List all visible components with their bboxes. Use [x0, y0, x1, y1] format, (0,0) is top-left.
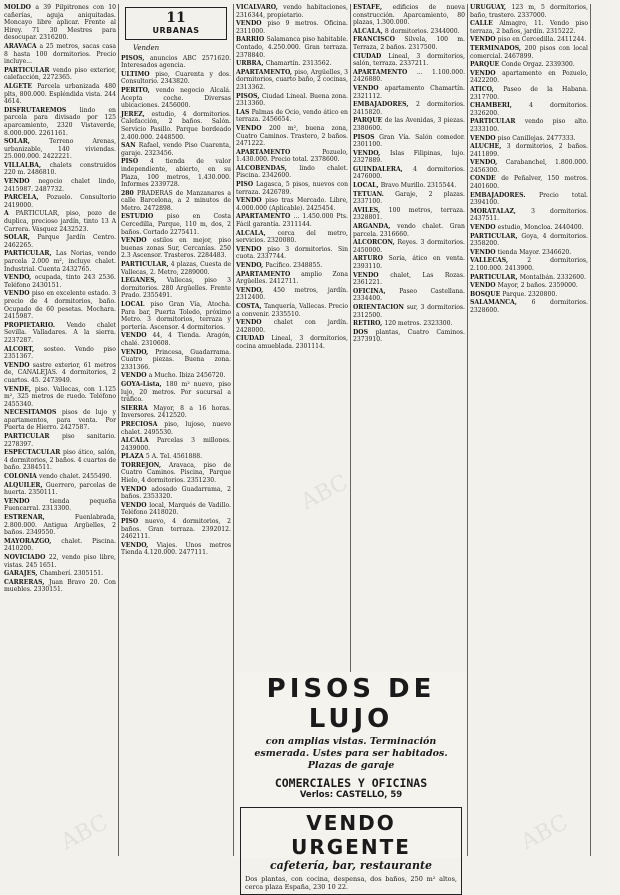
classified-listing: PISO nuevo, 4 dormitorios, 2 baños. Gran terraza. 2392012. 2462111. — [121, 518, 231, 541]
classified-listing: RETIRO, 120 metros. 2323300. — [353, 320, 453, 328]
classified-listing: VENDO adosado Guadarrama, 2 baños. 2353320. — [121, 485, 231, 501]
classified-listing: ALCALA, 8 dormitorios. 2344000. — [353, 27, 460, 35]
classified-listing: ALUCHE, 3 dormitorios, 2 baños. 2411899. — [470, 143, 588, 158]
classified-listing: VENDO piso 9 metros. Oficina. 2311000. — [236, 20, 348, 35]
classified-listing: CARRERAS, Juan Bravo 20. Con muebles. 2330151. — [4, 578, 116, 594]
classified-listing: ESPECTACULAR piso ático, salón, 4 dormitorios, 2 baños. 4 cuartos de baño. 2384511. — [4, 449, 117, 472]
classified-listing: VICALVARO, vendo habitaciones, 2316344, propietario. — [236, 4, 348, 19]
classified-listing: APARTAMENTO amplio Zona Argüelles. 2412711. — [236, 270, 348, 286]
classified-listing: URBRA, Chamartín. 2313562. — [236, 60, 332, 68]
classified-listing: VENDO, Islas Filipinas, lujo. 2327889. — [353, 149, 465, 165]
ad-urgent-body: Dos plantas, con cocina, despensa, dos baños, 250 m² altos, cerca plaza España, 230 10 22. — [245, 875, 457, 891]
classified-listing: ARGANDA, vendo chalet. Gran parcela. 2316660. — [353, 223, 465, 238]
classified-listing: ARAVACA a 25 metros, sacas casa 8 hasta 100 dormitorios. Precio incluye... — [4, 42, 117, 66]
classified-listing: VENDO, Pacífico. 2348855. — [236, 262, 323, 269]
classified-listing: OFICINA, Paseo Castellana. 2334400. — [353, 287, 465, 303]
classified-listing: ALGETE Parcela urbanizada 480 plts, 800.000. Espléndida vista. 244 4614. — [4, 82, 116, 106]
classified-listing: CHAMBERI, 4 dormitorios. 2326200. — [470, 102, 588, 117]
classified-listing: GUINDALERA, 4 dormitorios. 2476000. — [353, 165, 465, 181]
column-1 — [4, 4, 116, 856]
classified-listing: CONDE de Peñalver, 150 metros. 2401600. — [470, 175, 588, 191]
classified-listing: ORIENTACION sur, 3 dormitorios. 2312500. — [353, 303, 465, 319]
classified-listing: VENDO Mayor, 2 baños. 2359000. — [470, 282, 578, 290]
classified-listing: ULTIMO piso, Cuarenta y dos. Consultorio. 2343820. — [121, 70, 232, 86]
classified-listing: CIUDAD Lineal, 3 dormitorios, salón, terraza. 2337211. — [353, 52, 465, 68]
classified-listing: PARQUE Conde Orgaz. 2339300. — [470, 61, 575, 69]
classified-listing: NECESITAMOS pisos de lujo y apartamentos, para venta. Por Puerta de Hierro. 2427587. — [4, 409, 116, 432]
classified-listing: LOCAL, Bravo Murillo. 2315544. — [353, 182, 457, 190]
classified-listing: PARTICULAR, Goya, 4 dormitorios. 2358200. — [470, 232, 588, 248]
classified-listing: VENDO estilos en mejor, piso buenas zonas Sur, Cercanías. 250 2.3 Ascensor. Trasteros. 2284483. — [121, 237, 231, 260]
classified-listing: MAYORAZGO, chalet. Piscina. 2410200. — [4, 537, 116, 553]
column-2 — [121, 4, 231, 856]
classified-listing: VENDO piso Canillejas. 2477333. — [470, 134, 576, 142]
classified-listing: PARTICULAR, Montalbán. 2332600. — [470, 273, 586, 281]
classified-listing: PLAZA 5 A. Tel. 4561888. — [121, 453, 203, 461]
classified-listing: SAN Rafael, vendo Piso Cuarenta, garaje. 2323456. — [121, 142, 232, 157]
classified-listing: ALCALA, cerca del metro, servicios. 2320080. — [236, 229, 348, 245]
classified-listing: PISO 4 tienda de valor independiente, abierto, en su Plaza, 100 metros, 1.430.000. Informes 2339728. — [121, 158, 232, 189]
classified-listing: VENDO local, Marqués de Vadillo. Teléfono 2418020. — [121, 501, 231, 517]
classified-listing: VALLECAS, 2 dormitorios, 2.100.000. 2413900. — [470, 257, 588, 272]
classified-listing: PERITO, vendo negocio Alcalá. Acepta coche. Diversas ubicaciones. 2456000. — [121, 86, 231, 110]
classified-listing: PISO Lagasca, 5 pisos, nuevos con terraza. 2426789. — [236, 181, 349, 196]
classified-listing: COSTA, Tanquería, Vallecas. Precio a convenir. 2335510. — [236, 302, 349, 318]
watermark: ABC — [297, 469, 353, 516]
classified-listing: LOCAL piso Gran Vía, Atocha. Para bar, Puerta Toledo, próximo Metro. 3 dormitorios, terraza y portería. Ascensor. 4 dormitorios. — [121, 301, 231, 331]
classified-listing: ALQUILER, Guerrero, parcelas de huerta. 2350111. — [4, 481, 116, 497]
classified-listing: NOVICIADO 22, vendo piso libre, vistas. 245 1651. — [4, 553, 116, 569]
classified-listing: VENDE, piso. Vallecas, con 1.125 m², 325 metros de ruedo. Teléfono 2455340. — [4, 385, 117, 408]
classified-listing: SIERRA Mayor, 8 a 16 horas. Inversores. 2412520. — [121, 404, 231, 420]
classified-listing: ATICO, Paseo de la Habana. 2317700. — [470, 85, 588, 101]
classified-listing: BARRIO Salamanca piso habitable. Contado, 4.250.000. Gran terraza. 2378840. — [236, 36, 348, 59]
classified-listing: VENDO chalet con jardín. 2428000. — [236, 319, 348, 334]
ad-commercial: COMERCIALES Y OFICINAS — [274, 776, 428, 790]
classified-listing: ALCALA Parcelas 3 millones. 2439000. — [121, 437, 231, 452]
column-5 — [470, 4, 588, 856]
classified-listing: VENDO, Princesa, Guadarrama. Cuatro piezas. Buena zona. 2331366. — [121, 348, 232, 371]
classified-listing: VENDO, 450 metros, jardín. 2312400. — [236, 286, 348, 302]
classified-listing: MOLDO a 39 Pilpitrones con 10 cañerías, aguja aniquitadas. Moncayo libre aplicar. Frente al Hirey. 71 30 Mestres para desocupar. 2316200. — [4, 4, 116, 42]
classified-listing: APARTAMENTO, piso, Argüelles, 3 dormitorios, cuarto baño, 2 cocinas, 2313362. — [236, 68, 348, 91]
ad-urgent-title: VENDO URGENTE — [291, 811, 411, 859]
classified-listing: PARCELA, Pozuelo. Consultorio 2419000. — [4, 194, 116, 209]
classified-listing: COLONIA vendo chalet. 2455490. — [4, 473, 112, 481]
classified-listing: APARTAMENTO ... 1.450.000 Pts. Fácil garantía. 2311144. — [236, 213, 348, 229]
classified-listing: GARAJES, Chamberí. 2305151. — [4, 570, 104, 578]
classified-listing: SOLAR, Terreno Arenas, urbanizable, 140 viviendas. 25.000.000. 2422221. — [4, 138, 117, 161]
classified-listing: PISOS, anuncios ABC 2571620. Interesados agencia. — [121, 54, 232, 70]
display-ad — [236, 672, 466, 891]
classified-listing: PARTICULAR piso sanitario. 2278397. — [4, 433, 116, 448]
section-label: URBANAS — [152, 26, 200, 35]
classified-listing: VENDO apartamento en Pozuelo, 2422200. — [470, 69, 588, 85]
ad-subtitle: con amplias vistas. Terminación esmerada. Ustes para ser habitados. Plazas de garaje — [254, 736, 448, 771]
classified-listing: PARTICULAR vendo piso exterior, calefacción, 2272365. — [4, 66, 117, 82]
classified-listing: TERMINADOS, 200 pisos con local comercial. 2467899. — [470, 44, 588, 60]
classified-listing: VENDO piso en excelente estado. 3 precio de 4 dormitorios, baño. Ocupado de 60 pesetas. Mochara. 2415987. — [4, 290, 116, 321]
classified-listing: CALLE Almagro, 11. Vendo piso terraza, 2 baños, jardín. 2315222. — [470, 20, 588, 35]
classified-listing: VENDO 44, 4 Tienda. Aragón, chalé. 2310608. — [121, 332, 231, 347]
classified-listing: VENDO, Carabanchel, 1.800.000. 2456300. — [470, 159, 588, 174]
column-4 — [353, 4, 465, 668]
classified-listing: VENDO a Mucho. Ibiza 2456720. — [121, 372, 226, 380]
classified-listing: 280 PRADERAS de Manzanares a calle Barcelona, a 2 minutos de Metro. 2472898. — [121, 189, 232, 212]
classified-listing: ESTRENAR, Fuenlabrada, 2.800.000. Antigua Argüelles, 2 baños. 2349550. — [4, 514, 116, 537]
classified-listing: VENDO tienda Mayor. 2346620. — [470, 248, 572, 256]
classified-listing: ALCOBENDAS, lindo chalet. Piscina. 2342600. — [236, 164, 348, 180]
ad-address: Verlos: CASTELLO, 59 — [299, 790, 403, 800]
classified-listing: ALCORCON, Reyes. 3 dormitorios. 2450000. — [353, 239, 465, 254]
ad-urgent-box — [240, 807, 462, 895]
classified-listing: SALAMANCA, 6 dormitorios. 2328600. — [470, 299, 588, 314]
classified-listing: PARTICULAR, 4 plazas, Cuesta de Vallecas, 2. Metro, 2289000. — [121, 261, 231, 276]
classified-listing: CIUDAD Lineal, 3 dormitorios, cocina amueblada. 2301114. — [236, 335, 348, 350]
classified-listing: VENDO piso tras Mercado. Libre, 4.000.000 (Aplicable). 2425454. — [236, 197, 348, 212]
classified-listing: VENDO piso 3 dormitorios. Sin cuota. 2337744. — [236, 245, 348, 261]
classified-listing: PARQUE de las Avenidas, 3 piezas. 2380600. — [353, 117, 465, 132]
classified-listing: GOYA-Lista, 180 m² nuevo, piso lujo, 20 metros. Por sucursal a tráfico. — [121, 380, 231, 404]
classified-listing: PISOS, Ciudad Lineal. Buena zona. 2313360. — [236, 92, 348, 108]
classified-listing: VENDO 200 m², buena zona, Cuatro Caminos. Trastero, 2 baños. 2471222. — [236, 124, 348, 148]
classified-listing: APARTAMENTO ... 1.100.000. 2426880. — [353, 68, 466, 84]
classified-listing: TETUAN. Garaje, 2 plazas. 2337100. — [353, 190, 465, 206]
classified-listing: VENDO piso en Cercedilla. 2411244. — [470, 36, 587, 44]
classified-listing: VENDO estudio, Moncloa. 2440400. — [470, 224, 584, 232]
classified-listing: ARTURO Soria, ático en venta. 2393110. — [353, 255, 465, 270]
classified-listing: EMBAJADORES, 2 dormitorios. 2415820. — [353, 101, 465, 116]
classified-listing: VENDO chalet, Las Rozas. 2361221. — [353, 271, 465, 287]
classified-listing: BOSQUE Parque. 2320800. — [470, 290, 558, 298]
classified-listing: FRANCISCO Silvela, 100 m. Terraza, 2 baños. 2317500. — [353, 36, 465, 51]
classified-listing: JEREZ, estudio, 4 dormitorios. Calefacción, 2 baños. Salón. Servicio Pasillo. Parque bordeado 2.400.000. 2448500. — [121, 110, 231, 141]
classified-listing: PROPIETARIO. Vendo chalet Sevilla. Valladares. A la sierra. 2237287. — [4, 321, 116, 344]
classified-listing: LAS Palmas de Ocio, vendo ático en terraza. 2456654. — [236, 108, 348, 124]
classified-listing: VENDO, Viajes. Unos metros Tienda 4.120.000. 2477111. — [121, 541, 231, 557]
classified-listing: URUGUAY, 123 m, 5 dormitorios, baño, trastero. 2337000. — [470, 4, 588, 19]
classified-listing: EMBAJADORES. Precio total. 2394100. — [470, 191, 588, 207]
section-header — [125, 7, 227, 40]
column-3 — [236, 4, 348, 668]
classified-listing: DOS plantas, Cuatro Caminos. 2373910. — [353, 328, 465, 344]
classified-listing: ESTAFE, edificios de nueva construcción. Aparcamiento, 80 plazas, 1.300.000. — [353, 4, 465, 27]
classified-listing: VENDO sastre exterior, 61 metros de, CANALEJAS. 4 dormitorios, 2 cuartos. 45. 2473949. — [4, 361, 116, 384]
classified-listing: VENDO tienda pequeña Fuencarral. 2313300. — [4, 497, 116, 513]
classified-listing: ALCORT, sosteo. Vendo piso 2351367. — [4, 345, 116, 361]
classified-listing: PRECIOSA piso, lujoso, nuevo chalet. 2495530. — [121, 420, 231, 436]
classified-listing: PISOS Gran Vía. Salón comedor. 2301100. — [353, 133, 465, 149]
classified-listing: LEGANES, Vallecas, piso 3 dormitorios. 280 Argüelles. Frente Prado. 2355491. — [121, 277, 231, 300]
classified-listing: SOLAR, Parque Jardín Centro. 2462265. — [4, 234, 117, 249]
classified-listing: VENDO negocio chalet lindo, 2415987. 2487732. — [4, 178, 116, 193]
classified-listing: DISFRUTAREMOS lindo en parcela para divisado por 125 aparcamiento, 2320 Vistaverde, 8.000.000. 2261161. — [4, 106, 116, 137]
ad-title: PISOS DE LUJO — [266, 674, 436, 734]
section-subhead: Venden — [133, 44, 160, 52]
section-number: 11 — [166, 10, 186, 26]
classified-listing: VILLALBA, chalets construidos 220 m. 2486810. — [4, 161, 116, 177]
classified-listing: VENDO, ocupada, tinto 243 2536. Teléfono 2430151. — [4, 274, 116, 289]
classified-listing: A PARTICULAR, piso, pozo de duplica, precioso jardín, tinto 13 A Carrera. Vásquez 2432523. — [4, 210, 116, 233]
classified-listing: AVILES, 100 metros, terraza. 2328801. — [353, 206, 465, 222]
classified-listing: VENDO apartamento Chamartín. 2321112. — [353, 84, 465, 100]
classified-listing: APARTAMENTO Pozuelo, 1.430.000. Precio total. 2378600. — [236, 148, 348, 164]
classified-listing: TORREJON, Aravaca, piso de Cuatro Caminos. Piscina, Parque Hielo, 4 dormitorios. 2351230. — [121, 461, 231, 485]
classified-listing: ESTUDIO piso en Costa Cercedilla, Parque, 110 m, dos, 2 baños. Cortado 2275411. — [121, 213, 231, 236]
classified-listing: PARTICULAR vendo piso alto. 2333100. — [470, 118, 589, 133]
watermark: ABC — [517, 809, 573, 856]
watermark: ABC — [57, 809, 113, 856]
classified-listing: PARTICULAR, Las Norias, vendo parcela 2.000 m², incluye chalet. Industrial. Cuenta 2432765. — [4, 250, 116, 273]
classified-listing: MORATALAZ, 3 dormitorios. 2437511. — [470, 207, 588, 223]
ad-urgent-subtitle: cafetería, bar, restaurante — [269, 859, 433, 872]
